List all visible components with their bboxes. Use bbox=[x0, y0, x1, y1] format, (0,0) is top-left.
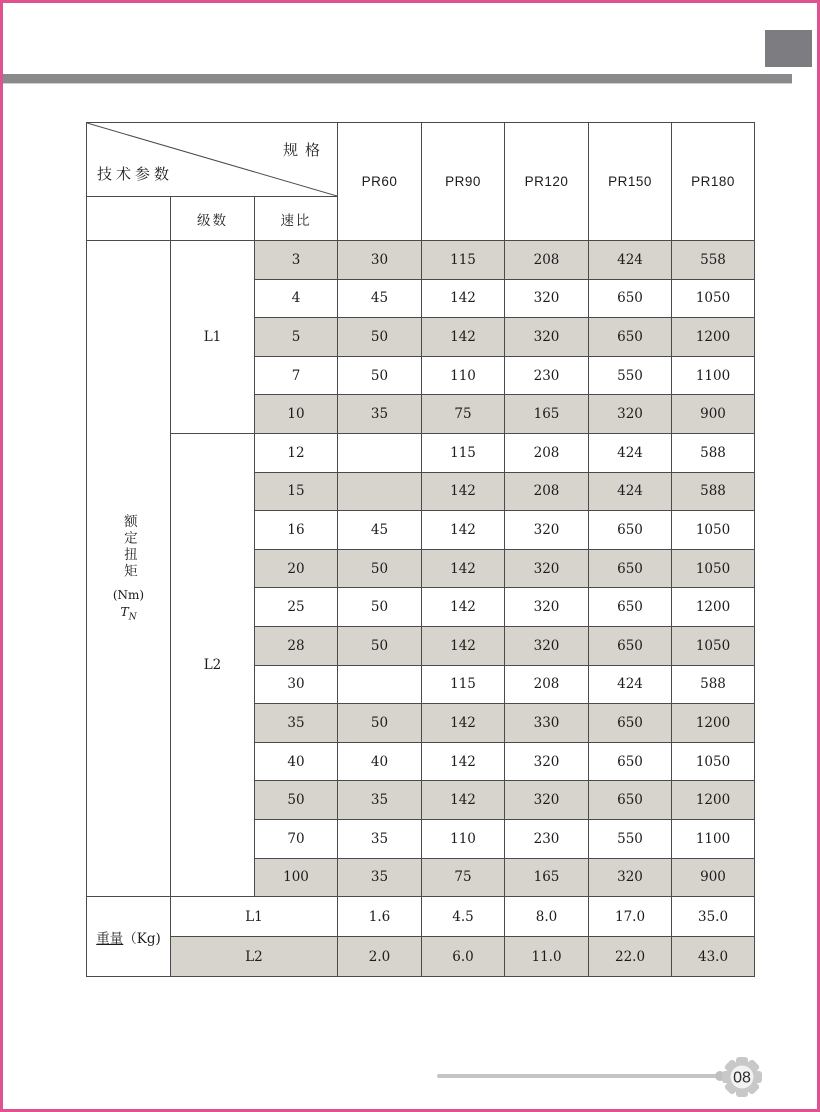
ratio-cell: 40 bbox=[255, 742, 338, 781]
value-cell: 650 bbox=[589, 626, 672, 665]
value-cell: 1100 bbox=[672, 356, 755, 395]
weight-row-group-label bbox=[87, 897, 171, 977]
value-cell: 320 bbox=[505, 511, 589, 550]
subheader-stages: 级数 bbox=[171, 197, 255, 241]
value-cell: 35 bbox=[338, 395, 422, 434]
value-cell: 1200 bbox=[672, 588, 755, 627]
ratio-cell: 30 bbox=[255, 665, 338, 704]
header-rule-bar bbox=[3, 74, 792, 84]
value-cell: 320 bbox=[505, 549, 589, 588]
value-cell: 1050 bbox=[672, 549, 755, 588]
weight-stage-cell: L2 bbox=[171, 937, 338, 977]
value-cell: 142 bbox=[422, 704, 505, 743]
value-cell: 650 bbox=[589, 318, 672, 357]
value-cell: 424 bbox=[589, 433, 672, 472]
empty-header-cell bbox=[87, 197, 171, 241]
table-row bbox=[87, 433, 755, 472]
value-cell: 45 bbox=[338, 279, 422, 318]
ratio-cell: 20 bbox=[255, 549, 338, 588]
value-cell: 650 bbox=[589, 742, 672, 781]
value-cell: 208 bbox=[505, 433, 589, 472]
value-cell: 115 bbox=[422, 433, 505, 472]
ratio-cell: 15 bbox=[255, 472, 338, 511]
value-cell: 650 bbox=[589, 511, 672, 550]
table-row bbox=[87, 937, 755, 977]
value-cell: 230 bbox=[505, 819, 589, 858]
ratio-cell: 25 bbox=[255, 588, 338, 627]
value-cell: 558 bbox=[672, 241, 755, 280]
value-cell: 1100 bbox=[672, 819, 755, 858]
value-cell: 424 bbox=[589, 665, 672, 704]
value-cell: 75 bbox=[422, 858, 505, 897]
column-header-pr150: PR150 bbox=[589, 123, 672, 241]
header-corner-block bbox=[765, 30, 812, 67]
ratio-cell: 3 bbox=[255, 241, 338, 280]
ratio-cell: 100 bbox=[255, 858, 338, 897]
value-cell: 588 bbox=[672, 665, 755, 704]
value-cell: 165 bbox=[505, 858, 589, 897]
value-cell: 35 bbox=[338, 858, 422, 897]
ratio-cell: 12 bbox=[255, 433, 338, 472]
value-cell bbox=[338, 665, 422, 704]
value-cell: 22.0 bbox=[589, 937, 672, 977]
ratio-cell: 50 bbox=[255, 781, 338, 820]
value-cell: 1050 bbox=[672, 626, 755, 665]
torque-unit: (Nm) bbox=[112, 588, 145, 603]
value-cell: 320 bbox=[505, 318, 589, 357]
value-cell: 115 bbox=[422, 665, 505, 704]
page-number: 08 bbox=[733, 1069, 751, 1087]
value-cell: 424 bbox=[589, 472, 672, 511]
footer-rule-line bbox=[437, 1074, 717, 1078]
value-cell: 75 bbox=[422, 395, 505, 434]
value-cell bbox=[338, 433, 422, 472]
value-cell: 50 bbox=[338, 549, 422, 588]
value-cell: 35 bbox=[338, 781, 422, 820]
value-cell: 2.0 bbox=[338, 937, 422, 977]
value-cell: 8.0 bbox=[505, 897, 589, 937]
stage-l2-cell: L2 bbox=[171, 433, 255, 896]
value-cell: 588 bbox=[672, 472, 755, 511]
value-cell: 550 bbox=[589, 819, 672, 858]
value-cell: 1200 bbox=[672, 781, 755, 820]
value-cell bbox=[338, 472, 422, 511]
value-cell: 11.0 bbox=[505, 937, 589, 977]
value-cell: 4.5 bbox=[422, 897, 505, 937]
stage-l1-cell: L1 bbox=[171, 241, 255, 434]
value-cell: 1050 bbox=[672, 742, 755, 781]
value-cell: 650 bbox=[589, 781, 672, 820]
ratio-cell: 28 bbox=[255, 626, 338, 665]
value-cell: 35.0 bbox=[672, 897, 755, 937]
value-cell: 43.0 bbox=[672, 937, 755, 977]
value-cell: 50 bbox=[338, 318, 422, 357]
value-cell: 330 bbox=[505, 704, 589, 743]
corner-label-parameters: 技术参数 bbox=[97, 165, 174, 183]
value-cell: 208 bbox=[505, 665, 589, 704]
value-cell: 6.0 bbox=[422, 937, 505, 977]
value-cell: 30 bbox=[338, 241, 422, 280]
weight-unit: （Kg) bbox=[123, 930, 161, 947]
value-cell: 50 bbox=[338, 704, 422, 743]
value-cell: 142 bbox=[422, 511, 505, 550]
value-cell: 50 bbox=[338, 626, 422, 665]
value-cell: 424 bbox=[589, 241, 672, 280]
column-header-pr120: PR120 bbox=[505, 123, 589, 241]
value-cell: 320 bbox=[589, 395, 672, 434]
value-cell: 110 bbox=[422, 356, 505, 395]
torque-symbol: $T_N$ bbox=[120, 604, 137, 623]
corner-label-spec: 规格 bbox=[283, 141, 328, 159]
diagonal-header-cell bbox=[87, 123, 338, 197]
value-cell: 320 bbox=[505, 588, 589, 627]
gear-icon bbox=[719, 1054, 765, 1100]
table-header-row bbox=[87, 123, 755, 197]
value-cell: 142 bbox=[422, 742, 505, 781]
torque-row-group-label bbox=[87, 241, 171, 897]
ratio-cell: 16 bbox=[255, 511, 338, 550]
value-cell: 320 bbox=[505, 626, 589, 665]
value-cell: 230 bbox=[505, 356, 589, 395]
ratio-cell: 7 bbox=[255, 356, 338, 395]
ratio-cell: 5 bbox=[255, 318, 338, 357]
value-cell: 142 bbox=[422, 472, 505, 511]
value-cell: 45 bbox=[338, 511, 422, 550]
ratio-cell: 10 bbox=[255, 395, 338, 434]
value-cell: 650 bbox=[589, 588, 672, 627]
torque-label-vertical: 额定扭矩 bbox=[120, 514, 137, 581]
value-cell: 142 bbox=[422, 626, 505, 665]
value-cell: 650 bbox=[589, 279, 672, 318]
table-row bbox=[87, 897, 755, 937]
value-cell: 320 bbox=[505, 781, 589, 820]
value-cell: 900 bbox=[672, 395, 755, 434]
value-cell: 1050 bbox=[672, 279, 755, 318]
value-cell: 40 bbox=[338, 742, 422, 781]
value-cell: 142 bbox=[422, 279, 505, 318]
value-cell: 550 bbox=[589, 356, 672, 395]
value-cell: 165 bbox=[505, 395, 589, 434]
value-cell: 1200 bbox=[672, 704, 755, 743]
value-cell: 1.6 bbox=[338, 897, 422, 937]
value-cell: 650 bbox=[589, 704, 672, 743]
value-cell: 208 bbox=[505, 241, 589, 280]
weight-stage-cell: L1 bbox=[171, 897, 338, 937]
table-row bbox=[87, 241, 755, 280]
weight-label: 重量 bbox=[96, 930, 124, 947]
value-cell: 142 bbox=[422, 588, 505, 627]
column-header-pr180: PR180 bbox=[672, 123, 755, 241]
value-cell: 142 bbox=[422, 318, 505, 357]
column-header-pr60: PR60 bbox=[338, 123, 422, 241]
value-cell: 50 bbox=[338, 356, 422, 395]
value-cell: 35 bbox=[338, 819, 422, 858]
value-cell: 650 bbox=[589, 549, 672, 588]
ratio-cell: 35 bbox=[255, 704, 338, 743]
column-header-pr90: PR90 bbox=[422, 123, 505, 241]
value-cell: 142 bbox=[422, 781, 505, 820]
subheader-ratio: 速比 bbox=[255, 197, 338, 241]
value-cell: 115 bbox=[422, 241, 505, 280]
value-cell: 1200 bbox=[672, 318, 755, 357]
value-cell: 50 bbox=[338, 588, 422, 627]
ratio-cell: 70 bbox=[255, 819, 338, 858]
value-cell: 208 bbox=[505, 472, 589, 511]
value-cell: 1050 bbox=[672, 511, 755, 550]
ratio-cell: 4 bbox=[255, 279, 338, 318]
value-cell: 142 bbox=[422, 549, 505, 588]
spec-table bbox=[86, 122, 755, 977]
value-cell: 900 bbox=[672, 858, 755, 897]
value-cell: 320 bbox=[505, 742, 589, 781]
value-cell: 110 bbox=[422, 819, 505, 858]
value-cell: 320 bbox=[505, 279, 589, 318]
value-cell: 320 bbox=[589, 858, 672, 897]
value-cell: 17.0 bbox=[589, 897, 672, 937]
value-cell: 588 bbox=[672, 433, 755, 472]
